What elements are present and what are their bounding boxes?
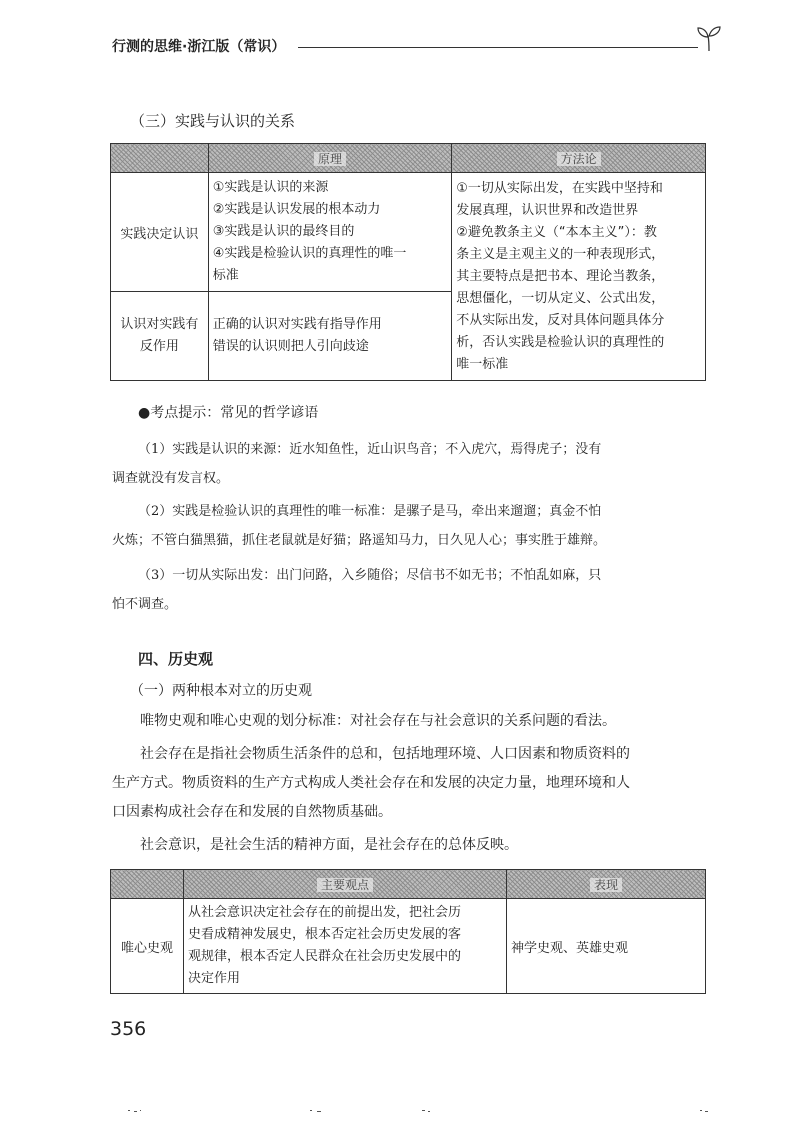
row-label-cognition-reacts: 认识对实践有 反作用 [111, 292, 209, 381]
principle-point: ④实践是检验认识的真理性的唯一 [212, 246, 407, 261]
header-title: 行测的思维·浙江版（常识） [112, 39, 286, 55]
principle-point: 正确的认识对实践有指导作用 [212, 317, 382, 332]
running-header [112, 36, 712, 58]
practice-cognition-table [110, 143, 706, 381]
subsection-title: （一）两种根本对立的历史观 [130, 683, 312, 699]
tip-paragraph-1: （1）实践是认识的来源：近水知鱼性，近山识鸟音；不入虎穴，焉得虎子；没有 调查就没有发言权。 [112, 442, 602, 486]
idealist-view-cell [184, 899, 507, 994]
view-line: 史看成精神发展史，根本否定社会历史发展的客 [188, 927, 462, 942]
section-title-practice-cognition: （三）实践与认识的关系 [130, 112, 296, 130]
idealist-manifestation-cell: 神学史观、英雄史观 [507, 899, 706, 994]
principle-point: ③实践是认识的最终目的 [212, 224, 355, 239]
tip-paragraph-3: （3）一切从实际出发：出门问路，入乡随俗；尽信书不如无书；不怕乱如麻，只 怕不调查。 [112, 568, 602, 612]
method-line: 条主义是主观主义的一种表现形式， [456, 246, 665, 262]
principle-point: ②实践是认识发展的根本动力 [212, 202, 381, 217]
method-line: ②避免教条主义（“本本主义”）：教 [456, 224, 657, 240]
page-number: 356 [110, 1018, 147, 1040]
row-label-practice-decides: 实践决定认识 [111, 173, 209, 292]
view-line: 观规律，根本否定人民群众在社会历史发展中的 [188, 949, 462, 964]
header-rule [298, 47, 698, 48]
row-label-idealist: 唯心史观 [111, 899, 184, 994]
method-line: ①一切从实际出发，在实践中坚持和 [456, 180, 663, 196]
table-header-methodology: 方法论 [452, 144, 706, 173]
method-line: 思想僵化，一切从定义、公式出发， [456, 290, 665, 306]
table-header-corner [111, 144, 209, 173]
method-line: 其主要特点是把书本、理论当教条， [456, 268, 665, 284]
principle-point: 错误的认识则把人引向歧途 [212, 339, 369, 354]
table-header-principle: 原理 [208, 144, 452, 173]
table-header-manifestation: 表现 [507, 870, 706, 899]
method-line: 唯一标准 [456, 356, 509, 372]
row-principle-list [208, 173, 452, 292]
view-line: 决定作用 [188, 971, 241, 986]
row-principle-list-2 [208, 292, 452, 381]
criterion-paragraph: 唯物史观和唯心史观的划分标准：对社会存在与社会意识的关系问题的看法。 [140, 713, 616, 729]
methodology-cell [452, 173, 706, 381]
sprout-icon [696, 24, 722, 52]
table-header-main-view: 主要观点 [184, 870, 507, 899]
section-title-historical-view: 四、历史观 [138, 650, 214, 668]
view-line: 从社会意识决定社会存在的前提出发，把社会历 [188, 905, 462, 920]
principle-point: 标准 [212, 268, 239, 283]
social-existence-paragraph: 社会存在是指社会物质生活条件的总和，包括地理环境、人口因素和物质资料的 生产方式。物质资料的生产方式构成人类社会存在和发展的决定力量，地理环境和人 口因素构成社会存在和发展的自然物质基础。 [112, 746, 630, 820]
social-consciousness-paragraph: 社会意识，是社会生活的精神方面，是社会存在的总体反映。 [140, 837, 518, 853]
method-line: 不从实际出发，反对具体问题具体分 [456, 312, 665, 328]
tip-title: ●考点提示：常见的哲学谚语 [138, 405, 319, 421]
principle-point: ①实践是认识的来源 [212, 180, 329, 195]
history-view-table [110, 869, 706, 994]
table-header-corner [111, 870, 184, 899]
method-line: 发展真理，认识世界和改造世界 [456, 202, 639, 218]
method-line: 析，否认实践是检验认识的真理性的 [456, 334, 665, 350]
tip-paragraph-2: （2）实践是检验认识的真理性的唯一标准：是骡子是马，牵出来遛遛；真金不怕 火炼；不管白猫黑猫，抓住老鼠就是好猫；路遥知马力，日久见人心；事实胜于雄辩。 [112, 504, 607, 548]
scan-edge-marks [110, 1108, 710, 1114]
